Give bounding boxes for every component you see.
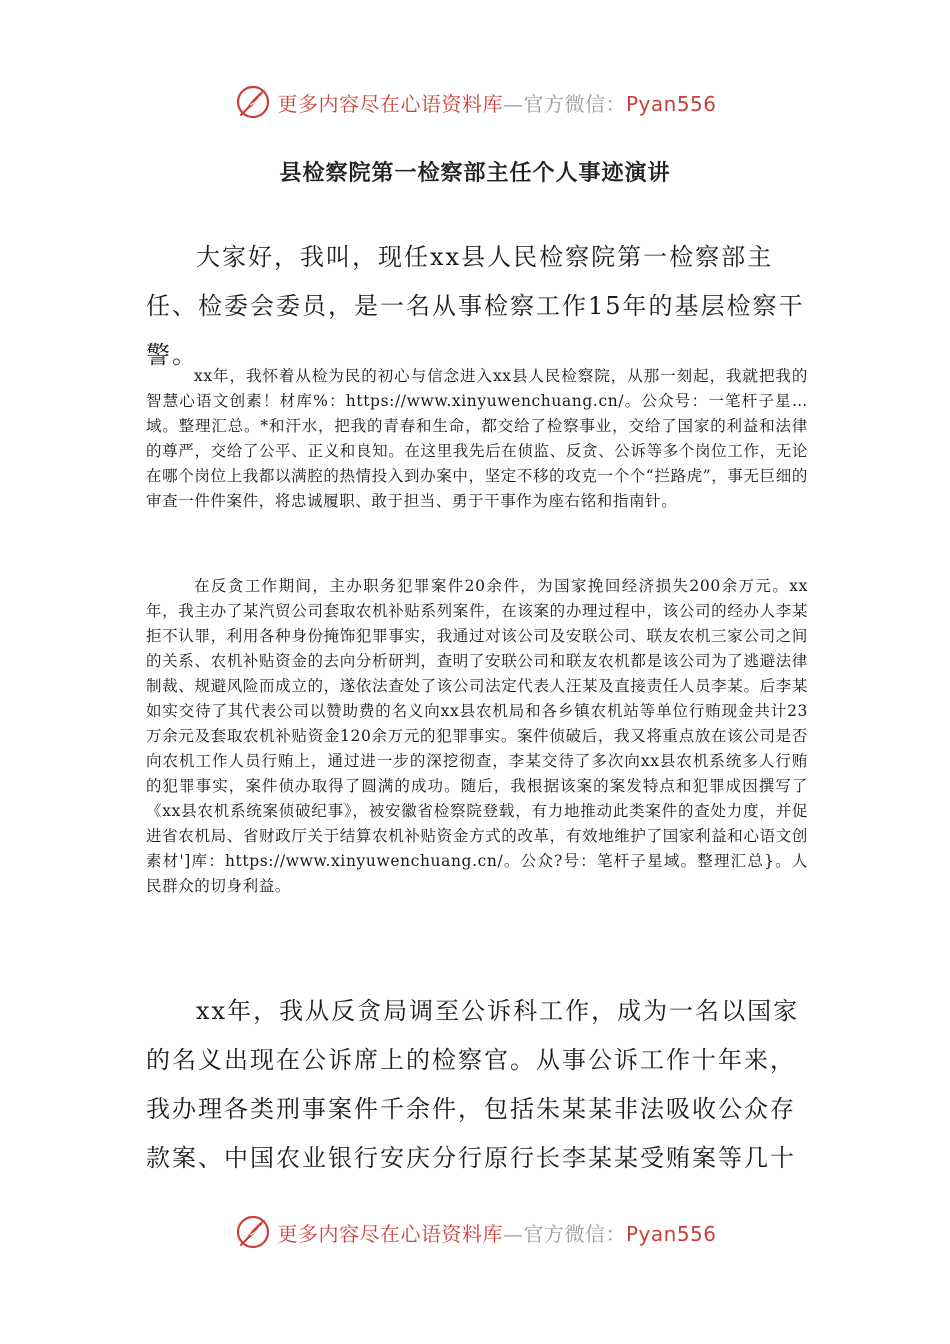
watermark-dash: — xyxy=(502,91,524,116)
paragraph-intro: 大家好，我叫，现任xx县人民检察院第一检察部主任、检委会委员，是一名从事检察工作15年的基层检察干警。 xyxy=(146,243,805,369)
paragraph-anti-corruption: 在反贪工作期间，主办职务犯罪案件20余件，为国家挽回经济损失200余万元。xx年，我主办了某汽贸公司套取农机补贴系列案件，在该案的办理过程中，该公司的经办人李某拒不认罪，利用各种身份掩饰犯罪事实，我通过对该公司及安联公司、联友农机三家公司之间的关系、农机补贴资金的去向分析研判，查明了安联公司和联友农机都是该公司为了逃避法律制裁、规避风险而成立的，遂依法查处了该公司法定代表人汪某及直接责任人员李某。后李某如实交待了其代表公司以赞助费的名义向xx县农机局和各乡镇农机站等单位行贿现金共计23万余元及套取农机补贴资金120余万元的犯罪事实。案件侦破后，我又将重点放在该公司是否向农机工作人员行贿上，通过进一步的深挖彻查，李某交待了多次向xx县农机系统多人行贿的犯罪事实，案件侦办取得了圆满的成功。随后，我根据该案的案发特点和犯罪成因撰写了《xx县农机系统案侦破纪事》，被安徽省检察院登载，有力地推动此类案件的查处力度，并促进省农机局、省财政厅关于结算农机补贴资金方式的改革，有效地维护了国家利益和心语文创素材']库：https://www.xinyuwenchuang.cn/。公众?号：笔杆子星域。整理汇总}。人民群众的切身利益。 xyxy=(146,577,808,895)
watermark-footer xyxy=(0,1212,950,1252)
quill-logo-icon xyxy=(233,82,273,122)
watermark-header xyxy=(0,82,950,122)
watermark-sub: 官方微信： xyxy=(523,1221,626,1246)
watermark-main: 更多内容尽在心语资料库 xyxy=(277,1221,503,1246)
watermark-sub: 官方微信： xyxy=(523,91,626,116)
watermark-dash: — xyxy=(502,1221,524,1246)
watermark-text xyxy=(277,88,716,117)
watermark-main: 更多内容尽在心语资料库 xyxy=(277,91,503,116)
watermark-id: Pyan556 xyxy=(625,91,717,116)
watermark-text xyxy=(277,1218,716,1247)
paragraph-career-start: xx年，我怀着从检为民的初心与信念进入xx县人民检察院，从那一刻起，我就把我的智慧心语文创素！材库%：https://www.xinyuwenchuang.cn/。公众号：一笔杆子星…域。整理汇总。*和汗水，把我的青春和生命，都交给了检察事业，交给了国家的利益和法律的尊严，交给了公平、正义和良知。在这里我先后在侦监、反贪、公诉等多个岗位工作，无论在哪个岗位上我都以满腔的热情投入到办案中，坚定不移的攻克一个个“拦路虎”，事无巨细的审查一件件案件，将忠诚履职、敢于担当、勇于干事作为座右铭和指南针。 xyxy=(146,367,808,510)
quill-logo-icon xyxy=(233,1212,273,1252)
document-title: 县检察院第一检察部主任个人事迹演讲 xyxy=(279,161,671,186)
watermark-id: Pyan556 xyxy=(625,1221,717,1246)
paragraph-prosecution: xx年，我从反贪局调至公诉科工作，成为一名以国家的名义出现在公诉席上的检察官。从事公诉工作十年来，我办理各类刑事案件千余件，包括朱某某非法吸收公众存款案、中国农业银行安庆分行原行长李某某受贿案等几十 xyxy=(146,997,800,1172)
